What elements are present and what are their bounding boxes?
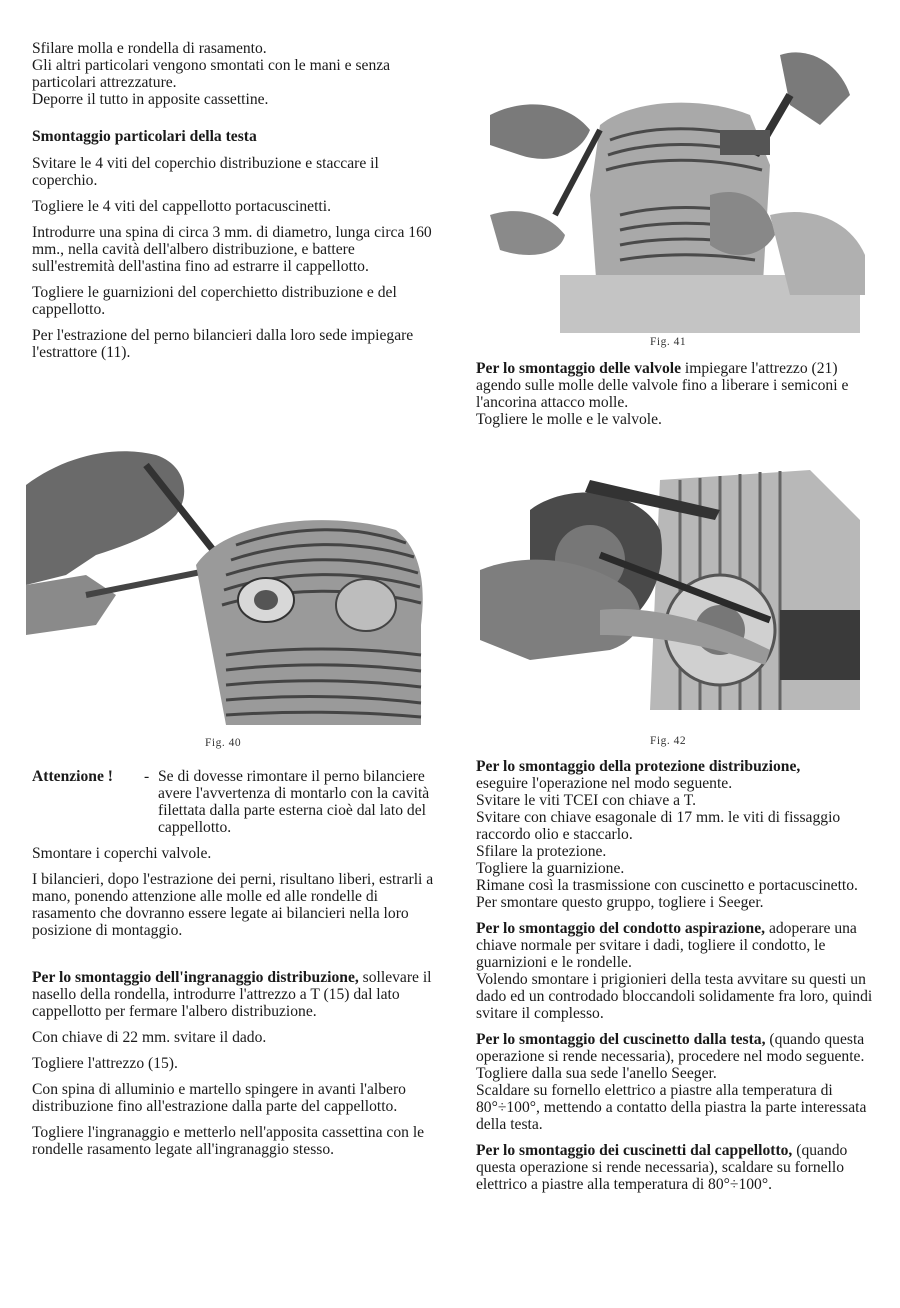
cappellotto-heading: Per lo smontaggio dei cuscinetti dal cappellotto, bbox=[476, 1142, 793, 1159]
ingranaggio-heading: Per lo smontaggio dell'ingranaggio distribuzione, bbox=[32, 969, 359, 986]
paragraph: Con spina di alluminio e martello spingere in avanti l'albero distribuzione fino all'estrazione dalla parte del cappellotto. bbox=[32, 1081, 406, 1115]
paragraph: Per l'estrazione del perno bilancieri dalla loro sede impiegare l'estrattore (11). bbox=[32, 327, 414, 361]
text-line: Togliere la guarnizione. bbox=[476, 860, 625, 877]
condotto-text: adoperare una chiave normale per svitare i dadi, togliere il condotto, le guarnizioni e le rondelle. bbox=[476, 920, 857, 971]
attention-text: Se di dovesse rimontare il perno bilanciere avere l'avvertenza di montarlo con la cavità filettata dalla parte esterna cioè dal lato del cappellotto. bbox=[158, 768, 430, 836]
condotto-after: Volendo smontare i prigionieri della testa avvitare su questi un dado ed un controdado bloccandoli solidamente fra loro, quindi svitare il complesso. bbox=[476, 971, 873, 1022]
valvole-paragraph bbox=[476, 360, 876, 411]
cappellotto-text: (quando questa operazione si rende necessaria), scaldare su fornello elettrico a piastre alla temperatura di 80°÷100°. bbox=[476, 1142, 848, 1193]
paragraph: Togliere le guarnizioni del coperchietto distribuzione e del cappellotto. bbox=[32, 284, 397, 318]
right-column-middle bbox=[476, 360, 876, 437]
attention-note bbox=[32, 768, 436, 836]
ingranaggio-paragraph bbox=[32, 969, 436, 1020]
text-line: Rimane così la trasmissione con cuscinetto e portacuscinetto. Per smontare questo gruppo, togliere i Seeger. bbox=[476, 877, 858, 911]
text-line: eseguire l'operazione nel modo seguente. bbox=[476, 775, 733, 792]
figure-41-photo bbox=[470, 45, 870, 333]
left-column-bottom bbox=[32, 768, 436, 1167]
cappellotto-paragraph bbox=[476, 1142, 876, 1193]
figure-40-caption: Fig. 40 bbox=[205, 737, 242, 749]
text-line: Sfilare la protezione. bbox=[476, 843, 607, 860]
protezione-heading: Per lo smontaggio della protezione distribuzione, bbox=[476, 758, 801, 775]
section-heading: Smontaggio particolari della testa bbox=[32, 128, 257, 145]
cuscinetto-text: (quando questa operazione si rende necessaria), procedere nel modo seguente. bbox=[476, 1031, 865, 1065]
intro-line: Gli altri particolari vengono smontati con le mani e senza particolari attrezzature. bbox=[32, 57, 391, 91]
ingranaggio-text: sollevare il nasello della rondella, introdurre l'attrezzo a T (15) dal lato cappellotto per fermare l'albero distribuzione. bbox=[32, 969, 432, 1020]
valvole-text: impiegare l'attrezzo (21) agendo sulle molle delle valvole fino a liberare i semiconi e l'ancorina attacco molle. bbox=[476, 360, 849, 411]
paragraph: Smontare i coperchi valvole. bbox=[32, 845, 212, 862]
paragraph: Togliere l'attrezzo (15). bbox=[32, 1055, 178, 1072]
attention-label: Attenzione ! bbox=[32, 768, 113, 785]
figure-41-caption: Fig. 41 bbox=[650, 336, 687, 348]
text-line: Scaldare su fornello elettrico a piastre alla temperatura di 80°÷100°, mettendo a contatto della piastra la parte interessata della testa. bbox=[476, 1082, 867, 1133]
paragraph: Togliere l'ingranaggio e metterlo nell'apposita cassettina con le rondelle rasamento legate all'ingranaggio stesso. bbox=[32, 1124, 425, 1158]
text-line: Svitare con chiave esagonale di 17 mm. le viti di fissaggio raccordo olio e staccarlo. bbox=[476, 809, 841, 843]
left-column-top bbox=[32, 40, 436, 370]
paragraph: Togliere le 4 viti del cappellotto portacuscinetti. bbox=[32, 198, 331, 215]
condotto-heading: Per lo smontaggio del condotto aspirazione, bbox=[476, 920, 766, 937]
intro-line: Sfilare molla e rondella di rasamento. bbox=[32, 40, 267, 57]
figure-42-photo bbox=[470, 440, 870, 730]
intro-paragraph bbox=[32, 40, 436, 108]
condotto-paragraph bbox=[476, 920, 876, 1022]
text-line: Togliere dalla sua sede l'anello Seeger. bbox=[476, 1065, 717, 1082]
cuscinetto-paragraph bbox=[476, 1031, 876, 1133]
paragraph: Con chiave di 22 mm. svitare il dado. bbox=[32, 1029, 267, 1046]
paragraph: I bilancieri, dopo l'estrazione dei perni, risultano liberi, estrarli a mano, ponendo attenzione alle molle ed alle rondelle di rasamento che dovranno essere legate ai bilancieri nella loro posizione di montaggio. bbox=[32, 871, 434, 939]
cuscinetto-heading: Per lo smontaggio del cuscinetto dalla testa, bbox=[476, 1031, 766, 1048]
figure-40-photo bbox=[26, 425, 430, 725]
paragraph: Svitare le 4 viti del coperchio distribuzione e staccare il coperchio. bbox=[32, 155, 379, 189]
right-column-bottom bbox=[476, 758, 876, 1202]
attention-dash: - bbox=[144, 768, 150, 785]
valvole-heading: Per lo smontaggio delle valvole bbox=[476, 360, 682, 377]
paragraph: Togliere le molle e le valvole. bbox=[476, 411, 662, 428]
intro-line: Deporre il tutto in apposite cassettine. bbox=[32, 91, 269, 108]
paragraph: Introdurre una spina di circa 3 mm. di diametro, lunga circa 160 mm., nella cavità dell'albero distribuzione, e battere sull'estremità dell'astina fino ad estrarre il cappellotto. bbox=[32, 224, 432, 275]
figure-42-caption: Fig. 42 bbox=[650, 735, 687, 747]
text-line: Svitare le viti TCEI con chiave a T. bbox=[476, 792, 696, 809]
protezione-paragraph bbox=[476, 758, 876, 911]
